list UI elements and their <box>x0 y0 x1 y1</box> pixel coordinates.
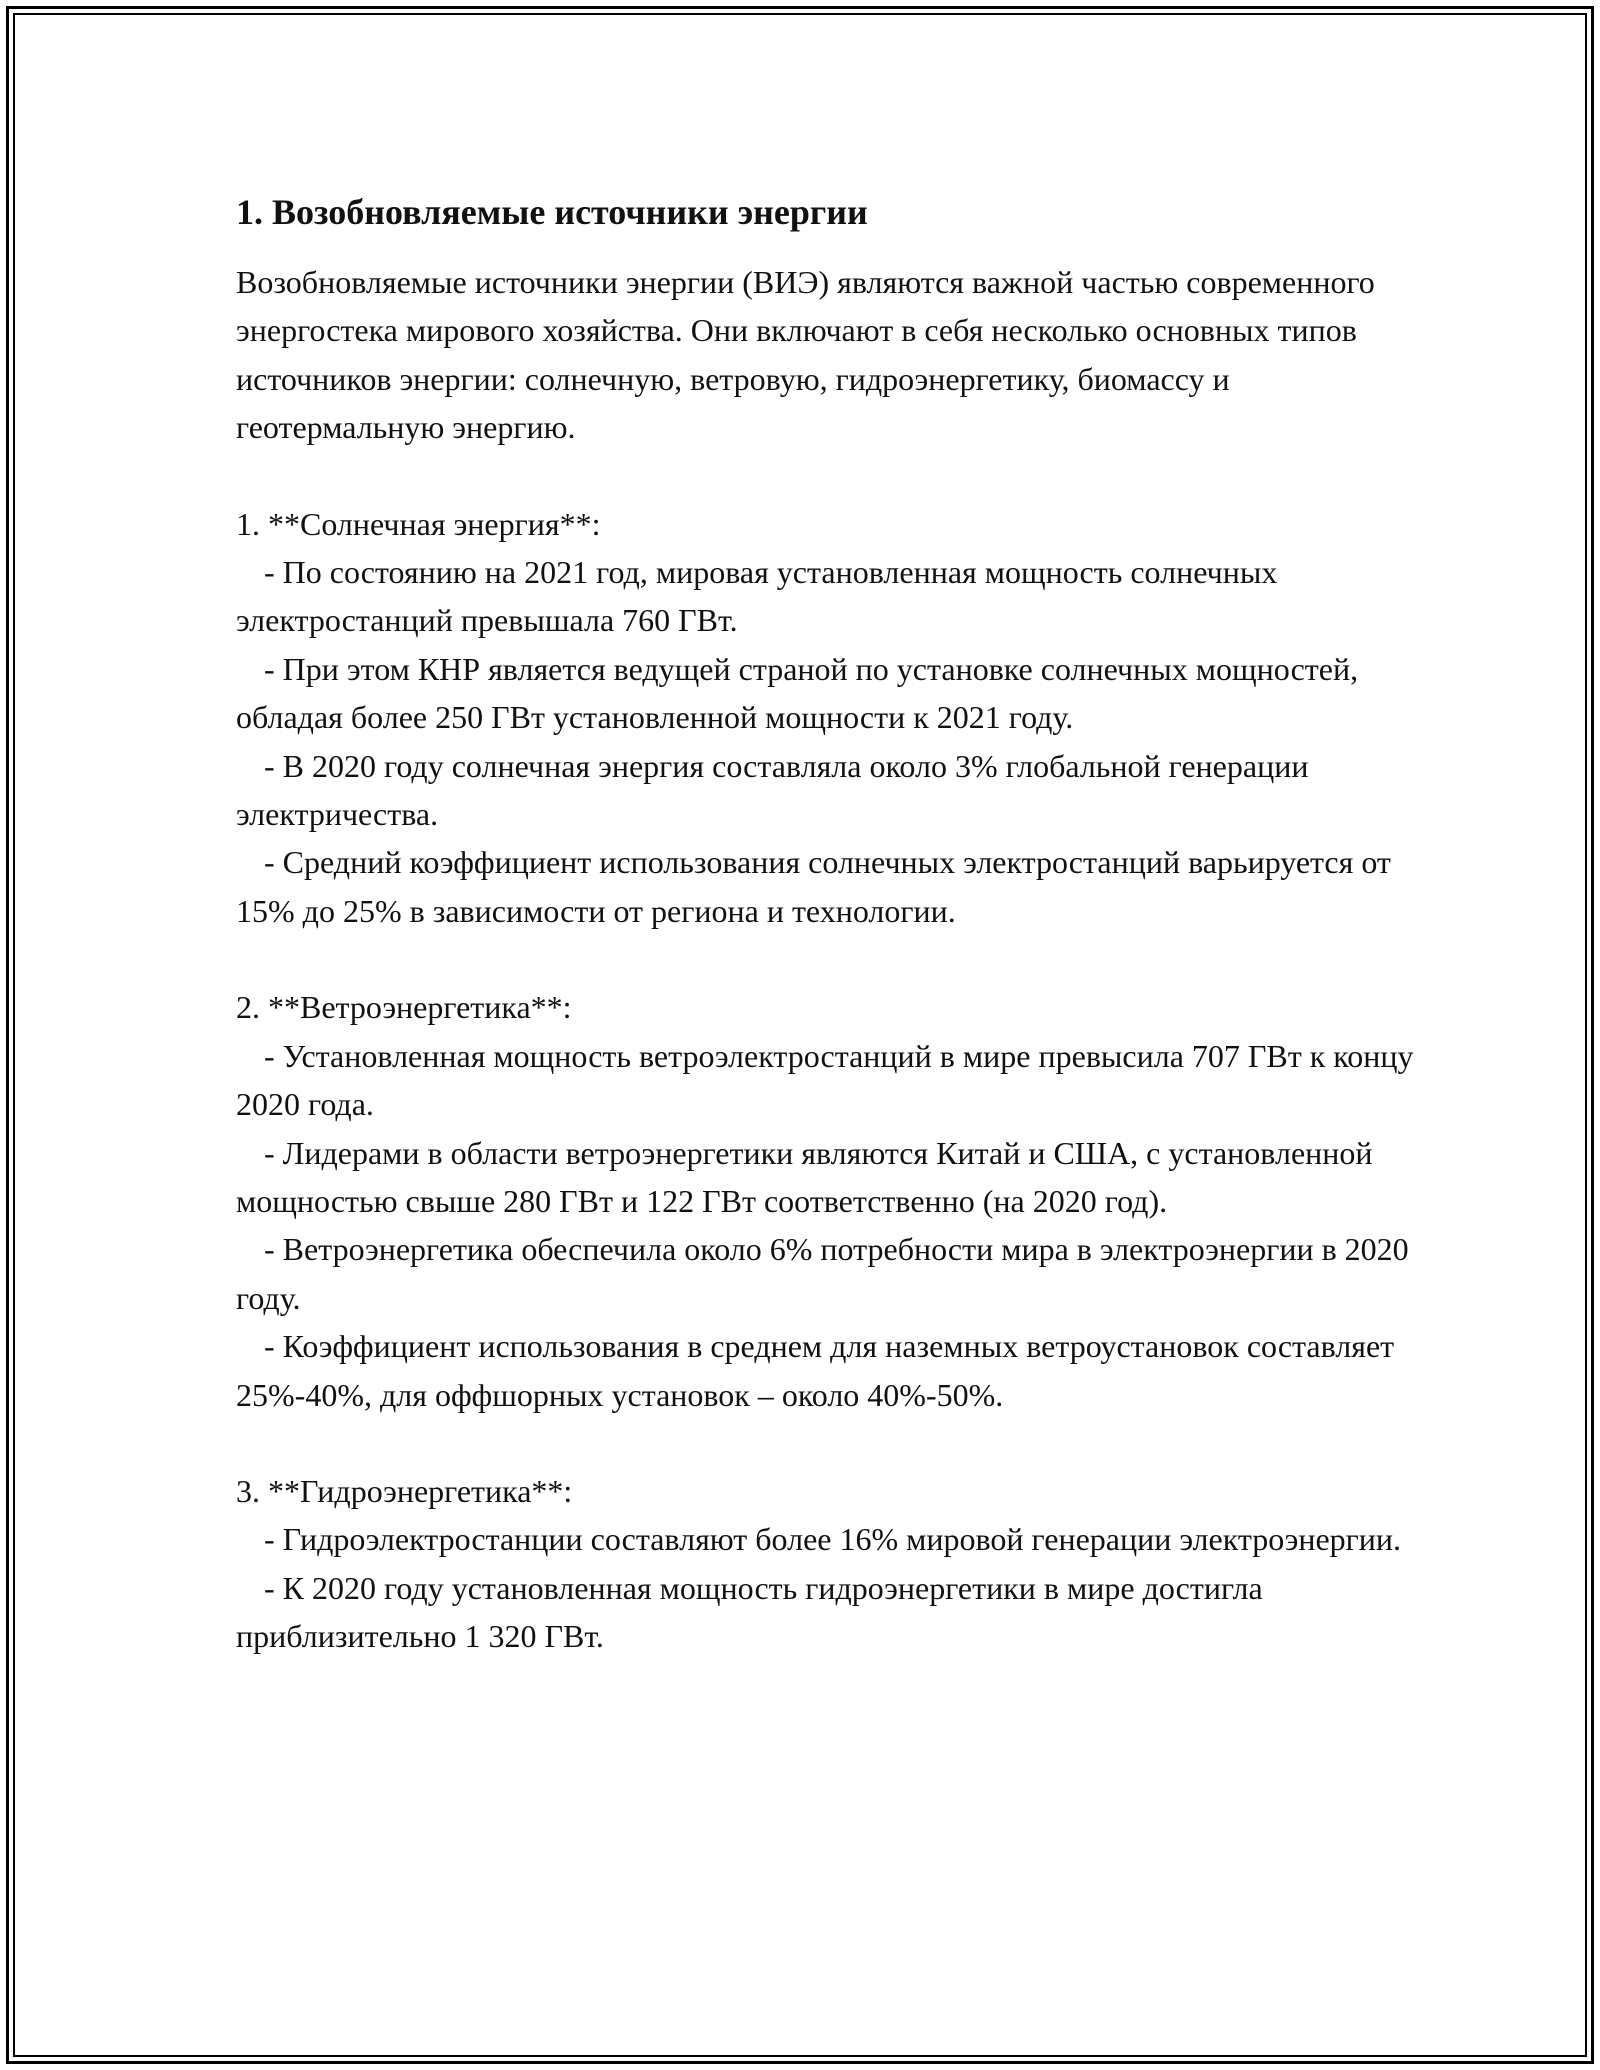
section-title: 3. **Гидроэнергетика**: <box>236 1472 573 1509</box>
list-item: - При этом КНР является ведущей страной по установке солнечных мощностей, обладая более 250 ГВт установленной мощности к 2021 году. <box>236 650 1359 736</box>
section-solar <box>236 500 1416 936</box>
list-item: - Ветроэнергетика обеспечила около 6% потребности мира в электроэнергии в 2020 году. <box>236 1231 1409 1316</box>
section-hydro <box>236 1467 1416 1661</box>
section-wind <box>236 983 1416 1419</box>
section-title: 1. **Солнечная энергия**: <box>236 505 601 542</box>
document-heading: 1. Возобновляемые источники энергии <box>236 192 868 232</box>
list-item: - Гидроэлектростанции составляют более 16% мировой генерации электроэнергии. <box>264 1521 1402 1558</box>
list-item: - Лидерами в области ветроэнергетики являются Китай и США, с установленной мощностью свыше 280 ГВт и 122 ГВт соответственно (на 2020 год). <box>236 1134 1373 1219</box>
document-page <box>236 188 1416 1661</box>
list-item: - По состоянию на 2021 год, мировая установленная мощность солнечных электростанций превышала 760 ГВт. <box>236 554 1278 639</box>
intro-paragraph: Возобновляемые источники энергии (ВИЭ) являются важной частью современного энергостека мирового хозяйства. Они включают в себя несколько основных типов источников энергии: солнечную, ветровую, гидроэнергетику, биомассу и геотермальную энергию. <box>236 264 1383 446</box>
list-item: - Установленная мощность ветроэлектростанций в мире превысила 707 ГВт к концу 2020 года. <box>236 1037 1414 1123</box>
list-item: - В 2020 году солнечная энергия составляла около 3% глобальной генерации электричества. <box>236 747 1309 833</box>
list-item: - Коэффициент использования в среднем для наземных ветроустановок составляет 25%-40%, для оффшорных установок – около 40%-50%. <box>236 1328 1395 1413</box>
list-item: - К 2020 году установленная мощность гидроэнергетики в мире достигла приблизительно 1 320 ГВт. <box>236 1569 1263 1655</box>
section-title: 2. **Ветроэнергетика**: <box>236 989 572 1026</box>
list-item: - Средний коэффициент использования солнечных электростанций варьируется от 15% до 25% в зависимости от региона и технологии. <box>236 844 1391 929</box>
